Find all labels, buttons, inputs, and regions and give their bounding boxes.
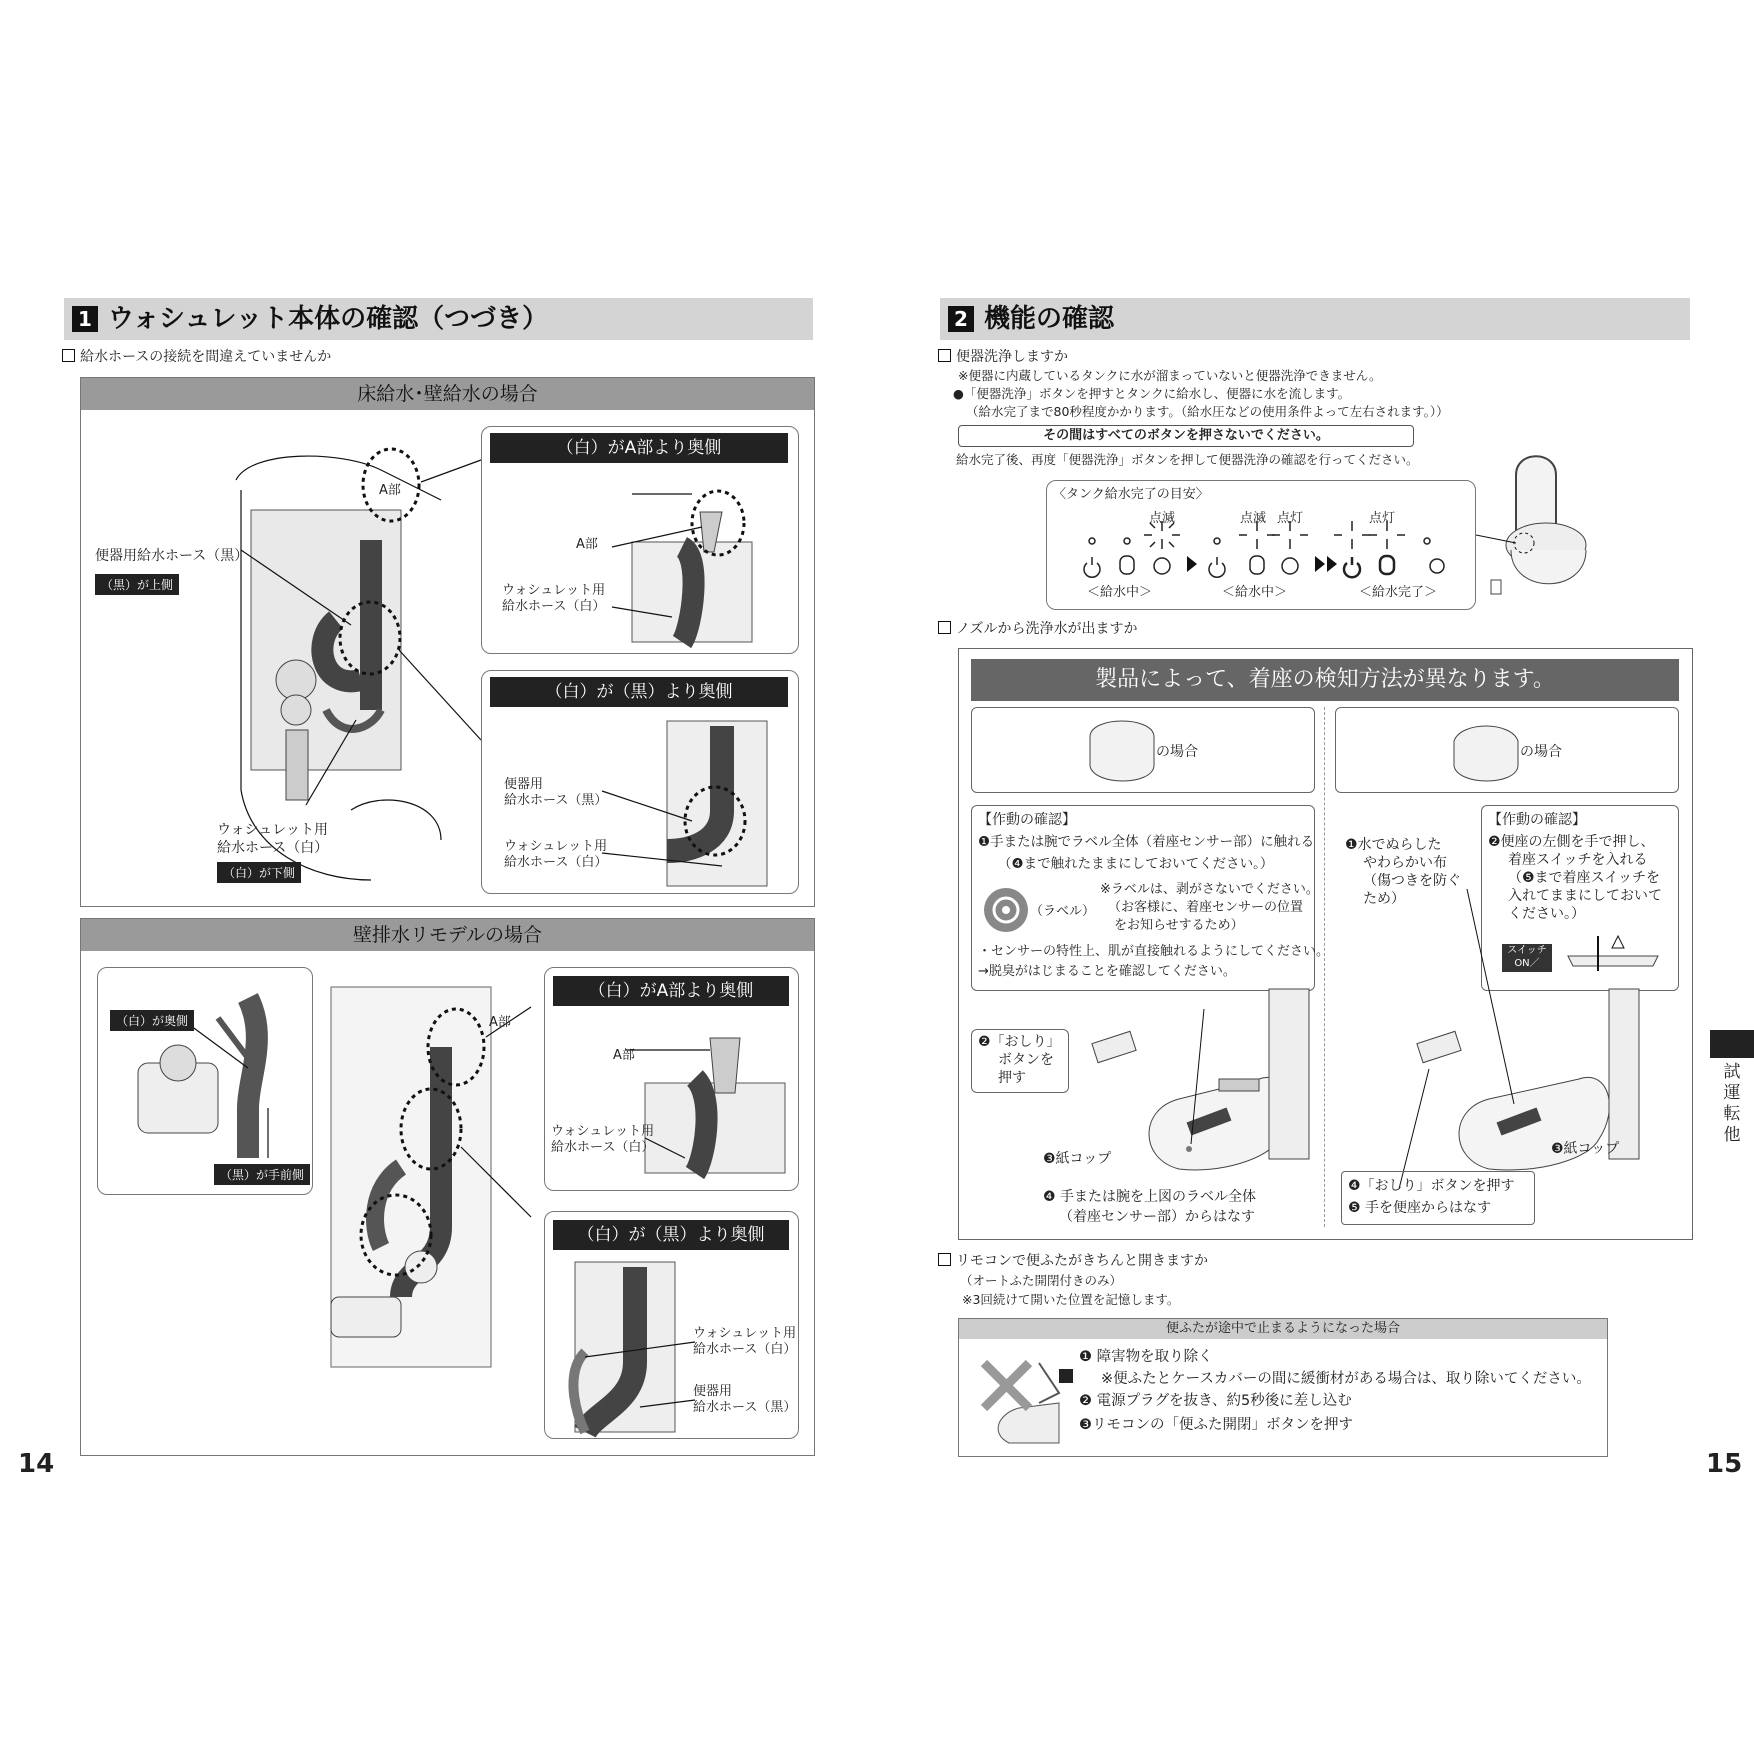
- op-line-3: （❺まで着座スイッチを: [1508, 870, 1660, 886]
- op-line-4: 入れてままにしておいて: [1508, 888, 1662, 904]
- switch-line-2: ON／: [1514, 958, 1540, 969]
- note-auto-lid: （オートふた開閉付きのみ）: [960, 1273, 1123, 1288]
- cloth-line-2: やわらかい布: [1363, 855, 1447, 871]
- lid-obstacle-illustration: [979, 1343, 1079, 1453]
- case-label: の場合: [1520, 744, 1562, 760]
- stop-step-1: ❶ 障害物を取り除く: [1079, 1349, 1213, 1365]
- detail-toilet-1: 便器用: [504, 777, 544, 792]
- detail-washlet-1: ウォシュレット用: [504, 839, 608, 854]
- step-5: ❺ 手を便座からはなす: [1348, 1200, 1492, 1216]
- label-a-part: A部: [489, 1015, 511, 1030]
- remodel-detail-a-illustration: [545, 968, 798, 1190]
- label-caption: （ラベル）: [1030, 904, 1096, 919]
- tag-white-back: （白）が奥側: [110, 1010, 194, 1031]
- checklist-lid: リモコンで便ふたがきちんと開きますか: [938, 1252, 1208, 1270]
- cloth-line-1: ❶水でぬらした: [1345, 837, 1442, 853]
- warning-text: その間はすべてのボタンを押さないでください。: [1043, 428, 1329, 443]
- nozzle-banner: [971, 659, 1679, 701]
- section-2-header: [940, 298, 1690, 340]
- left-operation-box: [971, 805, 1330, 991]
- side-tab-label: 試運転他: [1723, 1062, 1741, 1145]
- right-operation-box: [1481, 805, 1679, 991]
- hose-connection-illustration: [81, 410, 481, 890]
- lid-stop-box: [958, 1318, 1608, 1457]
- detail-box-a-part: [481, 426, 799, 654]
- switch-line-1: スイッチ: [1507, 945, 1547, 956]
- switch-illustration: [1558, 926, 1668, 976]
- step-4: ❹「おしり」ボタンを押す: [1348, 1178, 1515, 1194]
- note-duration: （給水完了まで80秒程度かかります。（給水圧などの使用条件よって左右されます。））: [966, 404, 1449, 419]
- oshiri-callout: [971, 1029, 1069, 1093]
- valve-illustration: [98, 968, 312, 1194]
- note-after: 給水完了後、再度「便器洗浄」ボタンを押して便器洗浄の確認を行ってください。: [956, 452, 1419, 467]
- tag-black-front: （黒）が手前側: [214, 1164, 310, 1185]
- op-step-1b: （❹まで触れたままにしておいてください。）: [998, 856, 1274, 872]
- cloth-line-3: （傷つきを防ぐ: [1363, 873, 1461, 889]
- section-title: ウォシュレット本体の確認（つづき）: [108, 304, 549, 334]
- panel-title: 床給水･壁給水の場合: [81, 378, 814, 410]
- tank-box-title: 〈タンク給水完了の目安〉: [1053, 487, 1209, 502]
- label-washlet-hose-2: 給水ホース（白）: [217, 840, 329, 856]
- tag-white-lower: （白）が下側: [217, 862, 301, 883]
- detail-washlet-2: 給水ホース（白）: [504, 855, 608, 870]
- stop-step-2: ❷ 電源プラグを抜き、約5秒後に差し込む: [1079, 1393, 1352, 1409]
- tag-black-upper: （黒）が上側: [95, 574, 179, 595]
- detail-box-title: （白）がA部より奥側: [490, 433, 788, 463]
- floor-wall-supply-panel: [80, 377, 815, 907]
- note-flush-button: ●「便器洗浄」ボタンを押すとタンクに給水し、便器に水を流します。: [953, 386, 1351, 401]
- side-tab-marker: [1710, 1030, 1754, 1058]
- section-number: 1: [72, 306, 98, 332]
- page-number-right: 15: [1706, 1449, 1743, 1479]
- label-a-part: A部: [379, 483, 401, 498]
- section-1-header: [64, 298, 813, 340]
- lid-stop-header: [959, 1319, 1607, 1339]
- detail-box-black: [481, 670, 799, 894]
- op-line-1: ❷便座の左側を手で押し、: [1488, 834, 1655, 850]
- checklist-flush: 便器洗浄しますか: [938, 348, 1068, 366]
- tank-indicator-box: [1046, 480, 1476, 610]
- checklist-nozzle: ノズルから洗浄水が出ますか: [938, 620, 1137, 638]
- section-number: 2: [948, 306, 974, 332]
- label-toilet-hose-black: 便器用給水ホース（黒）: [95, 548, 249, 564]
- toilet-illustration-top: [1476, 455, 1606, 615]
- detail-washlet-1: ウォシュレット用: [693, 1326, 797, 1341]
- op-note-2: （お客様に、着座センサーの位置: [1108, 900, 1304, 915]
- panel-title: 壁排水リモデルの場合: [81, 919, 814, 951]
- section-title: 機能の確認: [984, 304, 1115, 334]
- oshiri-line-3: 押す: [998, 1070, 1026, 1086]
- case-label: の場合: [1156, 744, 1198, 760]
- op-line-5: ください。）: [1508, 906, 1585, 922]
- detail-box-title: （白）が（黒）より奥側: [490, 677, 788, 707]
- note-tank: ※便器に内蔵しているタンクに水が溜まっていないと便器洗浄できません。: [958, 368, 1382, 383]
- sensor-label-icon: [982, 886, 1030, 934]
- cloth-line-4: ため）: [1363, 891, 1405, 907]
- detail-washlet-2: 給水ホース（白）: [502, 599, 606, 614]
- detail-box-title: （白）が（黒）より奥側: [553, 1220, 789, 1250]
- detail-label-a: A部: [613, 1048, 635, 1063]
- lit-label-2: 点灯: [1369, 511, 1396, 526]
- status-complete: ＜給水完了＞: [1359, 585, 1438, 600]
- remodel-illustration: [311, 967, 531, 1427]
- nozzle-banner-text: 製品によって、着座の検知方法が異なります。: [1095, 667, 1555, 692]
- step-4-line-1: ❹ 手または腕を上図のラベル全体: [1043, 1189, 1257, 1205]
- detail-toilet-2: 給水ホース（黒）: [504, 793, 608, 808]
- lid-stop-header-text: 便ふたが途中で止まるようになった場合: [1165, 1321, 1400, 1336]
- op-title: 【作動の確認】: [978, 812, 1076, 828]
- op-deodorize-note: →脱臭がはじまることを確認してください。: [978, 964, 1236, 979]
- divider: [1324, 707, 1325, 1227]
- op-step-1: ❶手または腕でラベル全体（着座センサー部）に触れる: [978, 834, 1315, 850]
- nozzle-check-panel: [958, 648, 1693, 1240]
- op-title: 【作動の確認】: [1488, 812, 1586, 828]
- detail-toilet-1: 便器用: [693, 1384, 733, 1399]
- oshiri-line-1: ❷「おしり」: [978, 1034, 1061, 1050]
- label-washlet-hose-1: ウォシュレット用: [217, 822, 329, 838]
- stop-step-1-note: ※便ふたとケースカバーの間に緩衝材がある場合は、取り除いてください。: [1101, 1371, 1591, 1387]
- page-number-left: 14: [18, 1449, 55, 1479]
- wall-drain-remodel-panel: [80, 918, 815, 1456]
- blink-label-1: 点滅: [1149, 511, 1176, 526]
- blink-label-2: 点滅: [1240, 511, 1267, 526]
- remodel-detail-box-a: [544, 967, 799, 1191]
- left-toilet-illustration: [1079, 989, 1309, 1199]
- oshiri-line-2: ボタンを: [998, 1052, 1054, 1068]
- status-supplying-2: ＜給水中＞: [1222, 585, 1288, 600]
- note-memory: ※3回続けて開いた位置を記憶します。: [962, 1292, 1180, 1307]
- case-box-2: [1335, 707, 1679, 793]
- paper-cup-label: ❸紙コップ: [1043, 1151, 1112, 1167]
- lit-label-1: 点灯: [1277, 511, 1304, 526]
- detail-washlet-2: 給水ホース（白）: [693, 1342, 797, 1357]
- case-box-1: [971, 707, 1315, 793]
- switch-badge: [1502, 944, 1552, 972]
- right-steps-box: [1341, 1171, 1535, 1225]
- warning-box: [958, 425, 1414, 447]
- step-4-line-2: （着座センサー部）からはなす: [1059, 1209, 1255, 1225]
- op-line-2: 着座スイッチを入れる: [1508, 852, 1648, 868]
- op-note-3: をお知らせするため）: [1114, 918, 1244, 933]
- detail-illustration-a: [482, 427, 798, 653]
- right-toilet-illustration: [1379, 989, 1639, 1199]
- op-note-1: ※ラベルは、剥がさないでください。: [1100, 882, 1319, 897]
- detail-box-title: （白）がA部より奥側: [553, 976, 789, 1006]
- detail-washlet-2: 給水ホース（白）: [551, 1140, 655, 1155]
- status-supplying-1: ＜給水中＞: [1087, 585, 1153, 600]
- checklist-item: 給水ホースの接続を間違えていませんか: [62, 348, 331, 366]
- paper-cup-label: ❸紙コップ: [1551, 1141, 1620, 1157]
- detail-washlet-1: ウォシュレット用: [502, 583, 606, 598]
- valve-detail-box: [97, 967, 313, 1195]
- detail-toilet-2: 給水ホース（黒）: [693, 1400, 797, 1415]
- detail-washlet-1: ウォシュレット用: [551, 1124, 655, 1139]
- remodel-detail-box-b: [544, 1211, 799, 1439]
- op-sensor-note: ・センサーの特性上、肌が直接触れるようにしてください。: [978, 944, 1330, 959]
- stop-step-3: ❸リモコンの「便ふた開閉」ボタンを押す: [1079, 1417, 1353, 1433]
- detail-label-a: A部: [576, 537, 598, 552]
